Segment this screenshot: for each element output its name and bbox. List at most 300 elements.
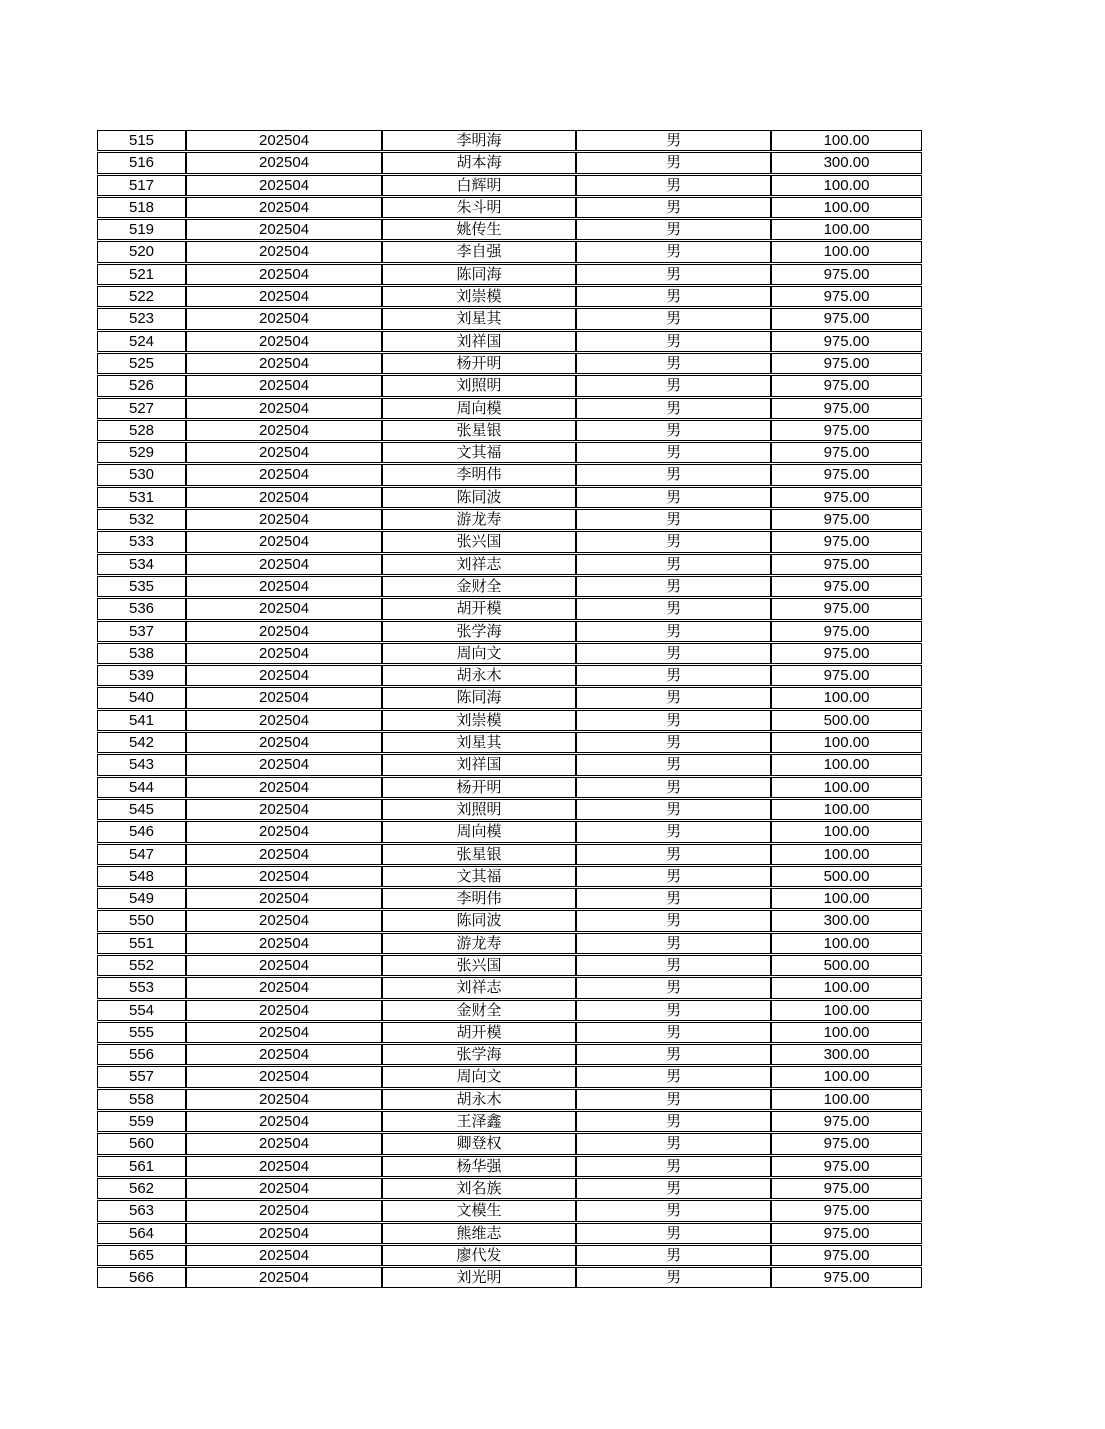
cell-period: 202504	[186, 844, 382, 865]
cell-gender: 男	[576, 531, 771, 552]
cell-name: 文模生	[382, 1200, 576, 1221]
cell-row-number: 556	[97, 1044, 186, 1065]
table-row	[97, 1066, 922, 1087]
cell-gender: 男	[576, 308, 771, 329]
table-row	[97, 487, 922, 508]
cell-row-number: 529	[97, 442, 186, 463]
cell-period: 202504	[186, 866, 382, 887]
cell-name: 胡永木	[382, 665, 576, 686]
cell-gender: 男	[576, 1111, 771, 1132]
cell-row-number: 557	[97, 1066, 186, 1087]
cell-row-number: 518	[97, 197, 186, 218]
cell-period: 202504	[186, 420, 382, 441]
table-row	[97, 420, 922, 441]
cell-period: 202504	[186, 175, 382, 196]
cell-period: 202504	[186, 1267, 382, 1288]
table-row	[97, 598, 922, 619]
cell-amount: 100.00	[771, 130, 922, 151]
cell-period: 202504	[186, 353, 382, 374]
cell-period: 202504	[186, 777, 382, 798]
cell-gender: 男	[576, 487, 771, 508]
cell-gender: 男	[576, 665, 771, 686]
table-row	[97, 375, 922, 396]
cell-gender: 男	[576, 1178, 771, 1199]
cell-amount: 100.00	[771, 1022, 922, 1043]
cell-period: 202504	[186, 598, 382, 619]
cell-period: 202504	[186, 464, 382, 485]
cell-amount: 100.00	[771, 1000, 922, 1021]
cell-period: 202504	[186, 1178, 382, 1199]
table-row	[97, 1223, 922, 1244]
cell-row-number: 559	[97, 1111, 186, 1132]
cell-name: 文其福	[382, 442, 576, 463]
cell-period: 202504	[186, 576, 382, 597]
cell-name: 廖代发	[382, 1245, 576, 1266]
cell-gender: 男	[576, 197, 771, 218]
table-row	[97, 777, 922, 798]
cell-period: 202504	[186, 1245, 382, 1266]
table-row	[97, 910, 922, 931]
cell-name: 刘祥国	[382, 331, 576, 352]
cell-row-number: 527	[97, 398, 186, 419]
table-row	[97, 576, 922, 597]
cell-name: 白辉明	[382, 175, 576, 196]
cell-period: 202504	[186, 442, 382, 463]
cell-name: 游龙寿	[382, 933, 576, 954]
cell-name: 张兴国	[382, 955, 576, 976]
cell-gender: 男	[576, 219, 771, 240]
cell-period: 202504	[186, 554, 382, 575]
cell-period: 202504	[186, 1000, 382, 1021]
cell-gender: 男	[576, 1066, 771, 1087]
cell-name: 胡永木	[382, 1089, 576, 1110]
cell-name: 陈同波	[382, 910, 576, 931]
cell-gender: 男	[576, 1245, 771, 1266]
cell-amount: 100.00	[771, 777, 922, 798]
cell-gender: 男	[576, 1200, 771, 1221]
cell-amount: 100.00	[771, 241, 922, 262]
cell-amount: 500.00	[771, 710, 922, 731]
cell-gender: 男	[576, 398, 771, 419]
cell-name: 游龙寿	[382, 509, 576, 530]
cell-name: 刘照明	[382, 799, 576, 820]
cell-period: 202504	[186, 1200, 382, 1221]
cell-period: 202504	[186, 1022, 382, 1043]
cell-name: 李自强	[382, 241, 576, 262]
cell-gender: 男	[576, 866, 771, 887]
cell-row-number: 547	[97, 844, 186, 865]
cell-row-number: 531	[97, 487, 186, 508]
cell-amount: 975.00	[771, 1111, 922, 1132]
table-row	[97, 1178, 922, 1199]
cell-gender: 男	[576, 264, 771, 285]
cell-amount: 100.00	[771, 933, 922, 954]
cell-row-number: 563	[97, 1200, 186, 1221]
table-row	[97, 1022, 922, 1043]
cell-amount: 975.00	[771, 598, 922, 619]
table-row	[97, 219, 922, 240]
cell-name: 金财全	[382, 576, 576, 597]
table-row	[97, 1245, 922, 1266]
cell-gender: 男	[576, 442, 771, 463]
cell-row-number: 546	[97, 821, 186, 842]
cell-row-number: 558	[97, 1089, 186, 1110]
cell-row-number: 523	[97, 308, 186, 329]
cell-name: 朱斗明	[382, 197, 576, 218]
cell-gender: 男	[576, 687, 771, 708]
cell-gender: 男	[576, 710, 771, 731]
cell-row-number: 561	[97, 1156, 186, 1177]
table-row	[97, 241, 922, 262]
cell-period: 202504	[186, 665, 382, 686]
cell-amount: 975.00	[771, 1245, 922, 1266]
cell-row-number: 516	[97, 152, 186, 173]
cell-amount: 975.00	[771, 264, 922, 285]
cell-amount: 975.00	[771, 442, 922, 463]
cell-period: 202504	[186, 487, 382, 508]
cell-amount: 975.00	[771, 487, 922, 508]
cell-period: 202504	[186, 331, 382, 352]
cell-name: 刘照明	[382, 375, 576, 396]
cell-amount: 975.00	[771, 308, 922, 329]
cell-amount: 975.00	[771, 464, 922, 485]
table-row	[97, 687, 922, 708]
cell-amount: 100.00	[771, 732, 922, 753]
cell-amount: 975.00	[771, 576, 922, 597]
cell-amount: 975.00	[771, 1200, 922, 1221]
cell-name: 陈同波	[382, 487, 576, 508]
cell-row-number: 555	[97, 1022, 186, 1043]
cell-period: 202504	[186, 286, 382, 307]
cell-row-number: 553	[97, 977, 186, 998]
cell-row-number: 554	[97, 1000, 186, 1021]
cell-name: 周向模	[382, 398, 576, 419]
cell-name: 熊维志	[382, 1223, 576, 1244]
cell-period: 202504	[186, 732, 382, 753]
cell-row-number: 528	[97, 420, 186, 441]
cell-period: 202504	[186, 799, 382, 820]
cell-name: 杨开明	[382, 353, 576, 374]
table-row	[97, 308, 922, 329]
cell-gender: 男	[576, 754, 771, 775]
cell-gender: 男	[576, 420, 771, 441]
cell-name: 王泽鑫	[382, 1111, 576, 1132]
cell-amount: 975.00	[771, 420, 922, 441]
cell-period: 202504	[186, 754, 382, 775]
cell-name: 张星银	[382, 420, 576, 441]
cell-name: 姚传生	[382, 219, 576, 240]
cell-row-number: 519	[97, 219, 186, 240]
cell-period: 202504	[186, 821, 382, 842]
table-row	[97, 286, 922, 307]
cell-amount: 975.00	[771, 621, 922, 642]
cell-name: 陈同海	[382, 687, 576, 708]
table-row	[97, 955, 922, 976]
table-sheet	[97, 129, 922, 1289]
cell-gender: 男	[576, 1267, 771, 1288]
table-row	[97, 1267, 922, 1288]
cell-period: 202504	[186, 710, 382, 731]
cell-amount: 100.00	[771, 687, 922, 708]
cell-row-number: 533	[97, 531, 186, 552]
table-row	[97, 710, 922, 731]
cell-row-number: 525	[97, 353, 186, 374]
cell-period: 202504	[186, 933, 382, 954]
cell-period: 202504	[186, 1066, 382, 1087]
cell-gender: 男	[576, 1089, 771, 1110]
cell-period: 202504	[186, 621, 382, 642]
cell-gender: 男	[576, 1022, 771, 1043]
cell-row-number: 538	[97, 643, 186, 664]
cell-row-number: 552	[97, 955, 186, 976]
cell-row-number: 522	[97, 286, 186, 307]
table-row	[97, 1133, 922, 1154]
cell-gender: 男	[576, 933, 771, 954]
cell-name: 卿登权	[382, 1133, 576, 1154]
table-row	[97, 977, 922, 998]
cell-gender: 男	[576, 375, 771, 396]
cell-period: 202504	[186, 1111, 382, 1132]
cell-period: 202504	[186, 308, 382, 329]
cell-period: 202504	[186, 977, 382, 998]
table-row	[97, 732, 922, 753]
cell-gender: 男	[576, 353, 771, 374]
cell-gender: 男	[576, 955, 771, 976]
cell-period: 202504	[186, 152, 382, 173]
cell-name: 刘名族	[382, 1178, 576, 1199]
cell-gender: 男	[576, 175, 771, 196]
cell-row-number: 526	[97, 375, 186, 396]
cell-row-number: 530	[97, 464, 186, 485]
table-row	[97, 1111, 922, 1132]
cell-amount: 100.00	[771, 1089, 922, 1110]
cell-gender: 男	[576, 844, 771, 865]
cell-row-number: 540	[97, 687, 186, 708]
cell-amount: 975.00	[771, 1267, 922, 1288]
table-row	[97, 933, 922, 954]
cell-row-number: 549	[97, 888, 186, 909]
table-row	[97, 1200, 922, 1221]
cell-amount: 100.00	[771, 844, 922, 865]
cell-row-number: 543	[97, 754, 186, 775]
cell-amount: 975.00	[771, 353, 922, 374]
cell-name: 张兴国	[382, 531, 576, 552]
cell-row-number: 536	[97, 598, 186, 619]
payment-table-body	[97, 130, 922, 1288]
cell-name: 杨开明	[382, 777, 576, 798]
cell-gender: 男	[576, 777, 771, 798]
table-row	[97, 643, 922, 664]
table-row	[97, 442, 922, 463]
cell-amount: 100.00	[771, 888, 922, 909]
cell-gender: 男	[576, 1156, 771, 1177]
cell-amount: 975.00	[771, 375, 922, 396]
cell-row-number: 548	[97, 866, 186, 887]
cell-period: 202504	[186, 888, 382, 909]
cell-gender: 男	[576, 910, 771, 931]
cell-row-number: 565	[97, 1245, 186, 1266]
table-row	[97, 1156, 922, 1177]
cell-gender: 男	[576, 554, 771, 575]
table-row	[97, 197, 922, 218]
cell-period: 202504	[186, 1089, 382, 1110]
table-row	[97, 152, 922, 173]
cell-name: 张星银	[382, 844, 576, 865]
table-row	[97, 1000, 922, 1021]
table-row	[97, 130, 922, 151]
cell-period: 202504	[186, 1156, 382, 1177]
cell-gender: 男	[576, 888, 771, 909]
cell-amount: 975.00	[771, 665, 922, 686]
cell-period: 202504	[186, 130, 382, 151]
cell-gender: 男	[576, 241, 771, 262]
cell-gender: 男	[576, 331, 771, 352]
cell-amount: 100.00	[771, 219, 922, 240]
cell-period: 202504	[186, 219, 382, 240]
cell-name: 胡本海	[382, 152, 576, 173]
cell-row-number: 515	[97, 130, 186, 151]
cell-name: 刘祥志	[382, 554, 576, 575]
cell-amount: 975.00	[771, 643, 922, 664]
cell-amount: 975.00	[771, 554, 922, 575]
cell-row-number: 539	[97, 665, 186, 686]
cell-name: 刘星其	[382, 732, 576, 753]
cell-amount: 975.00	[771, 1223, 922, 1244]
table-row	[97, 799, 922, 820]
cell-amount: 100.00	[771, 197, 922, 218]
cell-period: 202504	[186, 531, 382, 552]
cell-gender: 男	[576, 821, 771, 842]
table-row	[97, 1044, 922, 1065]
cell-amount: 100.00	[771, 977, 922, 998]
cell-amount: 100.00	[771, 799, 922, 820]
cell-name: 文其福	[382, 866, 576, 887]
cell-amount: 300.00	[771, 910, 922, 931]
table-row	[97, 175, 922, 196]
cell-period: 202504	[186, 910, 382, 931]
cell-amount: 100.00	[771, 754, 922, 775]
table-row	[97, 264, 922, 285]
cell-gender: 男	[576, 1044, 771, 1065]
cell-gender: 男	[576, 464, 771, 485]
cell-gender: 男	[576, 130, 771, 151]
cell-row-number: 524	[97, 331, 186, 352]
cell-period: 202504	[186, 1044, 382, 1065]
cell-amount: 975.00	[771, 1133, 922, 1154]
cell-row-number: 535	[97, 576, 186, 597]
cell-gender: 男	[576, 576, 771, 597]
cell-period: 202504	[186, 955, 382, 976]
cell-row-number: 517	[97, 175, 186, 196]
table-row	[97, 331, 922, 352]
cell-amount: 100.00	[771, 821, 922, 842]
cell-amount: 975.00	[771, 286, 922, 307]
cell-name: 陈同海	[382, 264, 576, 285]
cell-period: 202504	[186, 643, 382, 664]
cell-name: 胡开模	[382, 1022, 576, 1043]
table-row	[97, 509, 922, 530]
cell-period: 202504	[186, 1223, 382, 1244]
cell-name: 刘祥志	[382, 977, 576, 998]
cell-name: 金财全	[382, 1000, 576, 1021]
cell-row-number: 520	[97, 241, 186, 262]
table-row	[97, 754, 922, 775]
table-row	[97, 888, 922, 909]
payment-table	[97, 129, 922, 1289]
cell-row-number: 544	[97, 777, 186, 798]
cell-amount: 500.00	[771, 955, 922, 976]
table-row	[97, 398, 922, 419]
cell-period: 202504	[186, 1133, 382, 1154]
cell-amount: 975.00	[771, 531, 922, 552]
cell-period: 202504	[186, 509, 382, 530]
cell-name: 周向文	[382, 643, 576, 664]
cell-row-number: 542	[97, 732, 186, 753]
table-row	[97, 353, 922, 374]
cell-name: 张学海	[382, 1044, 576, 1065]
cell-row-number: 560	[97, 1133, 186, 1154]
cell-gender: 男	[576, 152, 771, 173]
cell-gender: 男	[576, 598, 771, 619]
cell-name: 李明伟	[382, 888, 576, 909]
cell-gender: 男	[576, 509, 771, 530]
cell-name: 周向模	[382, 821, 576, 842]
cell-period: 202504	[186, 398, 382, 419]
cell-gender: 男	[576, 977, 771, 998]
cell-amount: 975.00	[771, 1178, 922, 1199]
cell-row-number: 541	[97, 710, 186, 731]
cell-amount: 300.00	[771, 152, 922, 173]
cell-period: 202504	[186, 375, 382, 396]
cell-row-number: 532	[97, 509, 186, 530]
cell-gender: 男	[576, 286, 771, 307]
cell-period: 202504	[186, 241, 382, 262]
table-row	[97, 821, 922, 842]
cell-gender: 男	[576, 799, 771, 820]
cell-amount: 500.00	[771, 866, 922, 887]
table-row	[97, 665, 922, 686]
cell-name: 刘祥国	[382, 754, 576, 775]
cell-name: 刘光明	[382, 1267, 576, 1288]
cell-gender: 男	[576, 732, 771, 753]
table-row	[97, 1089, 922, 1110]
cell-row-number: 562	[97, 1178, 186, 1199]
cell-amount: 100.00	[771, 1066, 922, 1087]
table-row	[97, 866, 922, 887]
cell-amount: 975.00	[771, 398, 922, 419]
cell-period: 202504	[186, 687, 382, 708]
cell-name: 张学海	[382, 621, 576, 642]
table-row	[97, 554, 922, 575]
cell-gender: 男	[576, 1133, 771, 1154]
cell-period: 202504	[186, 264, 382, 285]
cell-name: 杨华强	[382, 1156, 576, 1177]
cell-row-number: 521	[97, 264, 186, 285]
cell-amount: 300.00	[771, 1044, 922, 1065]
cell-period: 202504	[186, 197, 382, 218]
table-row	[97, 844, 922, 865]
cell-name: 胡开模	[382, 598, 576, 619]
cell-row-number: 564	[97, 1223, 186, 1244]
cell-row-number: 534	[97, 554, 186, 575]
cell-gender: 男	[576, 621, 771, 642]
cell-amount: 975.00	[771, 1156, 922, 1177]
cell-row-number: 545	[97, 799, 186, 820]
table-row	[97, 621, 922, 642]
cell-amount: 100.00	[771, 175, 922, 196]
cell-row-number: 551	[97, 933, 186, 954]
table-row	[97, 531, 922, 552]
